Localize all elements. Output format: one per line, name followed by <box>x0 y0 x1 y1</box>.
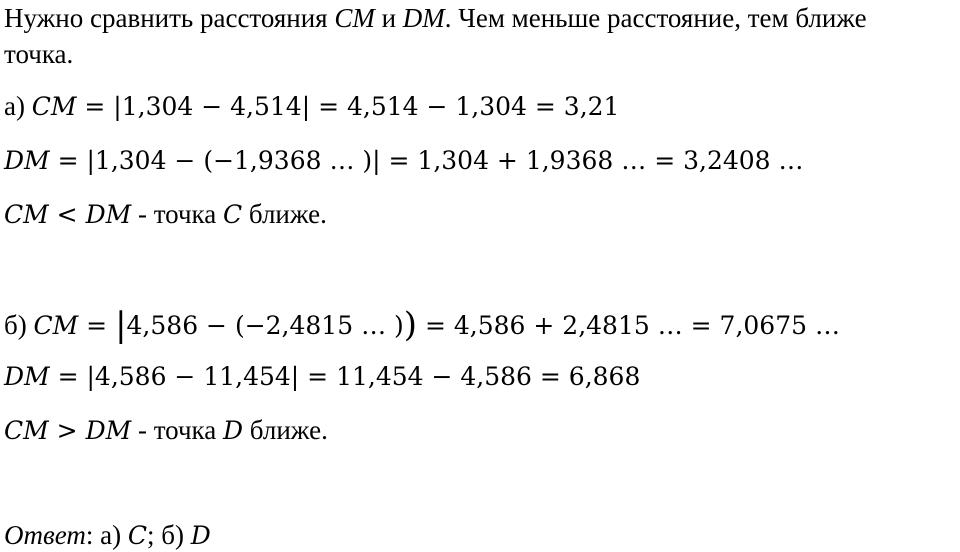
var-dm: DM <box>402 3 445 33</box>
var-dm: DM <box>4 362 50 391</box>
dm-expression: = |4,586 − 11,454| = 11,454 − 4,586 = 6,868 <box>49 362 641 391</box>
intro-line-1 <box>4 2 867 34</box>
cm-expression: = |1,304 − 4,514| = 4,514 − 1,304 = 3,21 <box>76 92 620 121</box>
answer-line <box>4 519 211 552</box>
cm-rest-expression: = 4,586 + 2,4815 … = 7,0675 … <box>417 311 840 340</box>
paren-close: ) <box>403 305 418 345</box>
part-b-cm-line <box>4 305 840 345</box>
answer-a: C <box>127 521 147 550</box>
abs-bar-open: | <box>115 305 127 345</box>
part-b-compare-line <box>4 414 328 447</box>
var-dm: DM <box>85 416 132 445</box>
intro-text: Нужно сравнить расстояния <box>4 3 335 33</box>
compare-end: ближе. <box>243 415 328 445</box>
intro-text-end: . Чем меньше расстояние, тем ближе <box>444 3 867 33</box>
compare-operator: < <box>48 200 86 229</box>
equals-sign: = <box>78 311 116 340</box>
var-cm: CM <box>33 311 79 340</box>
point-c: C <box>223 200 243 229</box>
part-a-compare-line <box>4 198 327 231</box>
intro-text-2: точка. <box>4 39 74 69</box>
part-a-cm-line <box>4 90 619 123</box>
compare-end: ближе. <box>242 199 327 229</box>
intro-line-2 <box>4 38 73 70</box>
var-cm: CM <box>334 3 375 33</box>
compare-operator: > <box>48 416 86 445</box>
answer-b: D <box>190 521 211 550</box>
answer-mid: ; б) <box>146 520 191 550</box>
part-b-dm-line <box>4 360 640 393</box>
part-a-label: а) <box>4 91 32 121</box>
answer-label: Ответ <box>4 520 86 550</box>
cm-inner-expression: 4,586 − (−2,4815 … ) <box>126 311 404 340</box>
compare-text: - точка <box>131 415 223 445</box>
compare-text: - точка <box>131 199 223 229</box>
answer-sep: : а) <box>85 520 128 550</box>
point-d: D <box>223 416 244 445</box>
var-dm: DM <box>4 146 50 175</box>
dm-expression: = |1,304 − (−1,9368 … )| = 1,304 + 1,9368 … = 3,2408 … <box>49 146 804 175</box>
var-dm: DM <box>85 200 132 229</box>
var-cm: CM <box>4 200 49 229</box>
var-cm: CM <box>31 92 77 121</box>
conjunction: и <box>374 3 403 33</box>
part-a-dm-line <box>4 144 804 177</box>
var-cm: CM <box>4 416 49 445</box>
part-b-label: б) <box>4 310 34 340</box>
